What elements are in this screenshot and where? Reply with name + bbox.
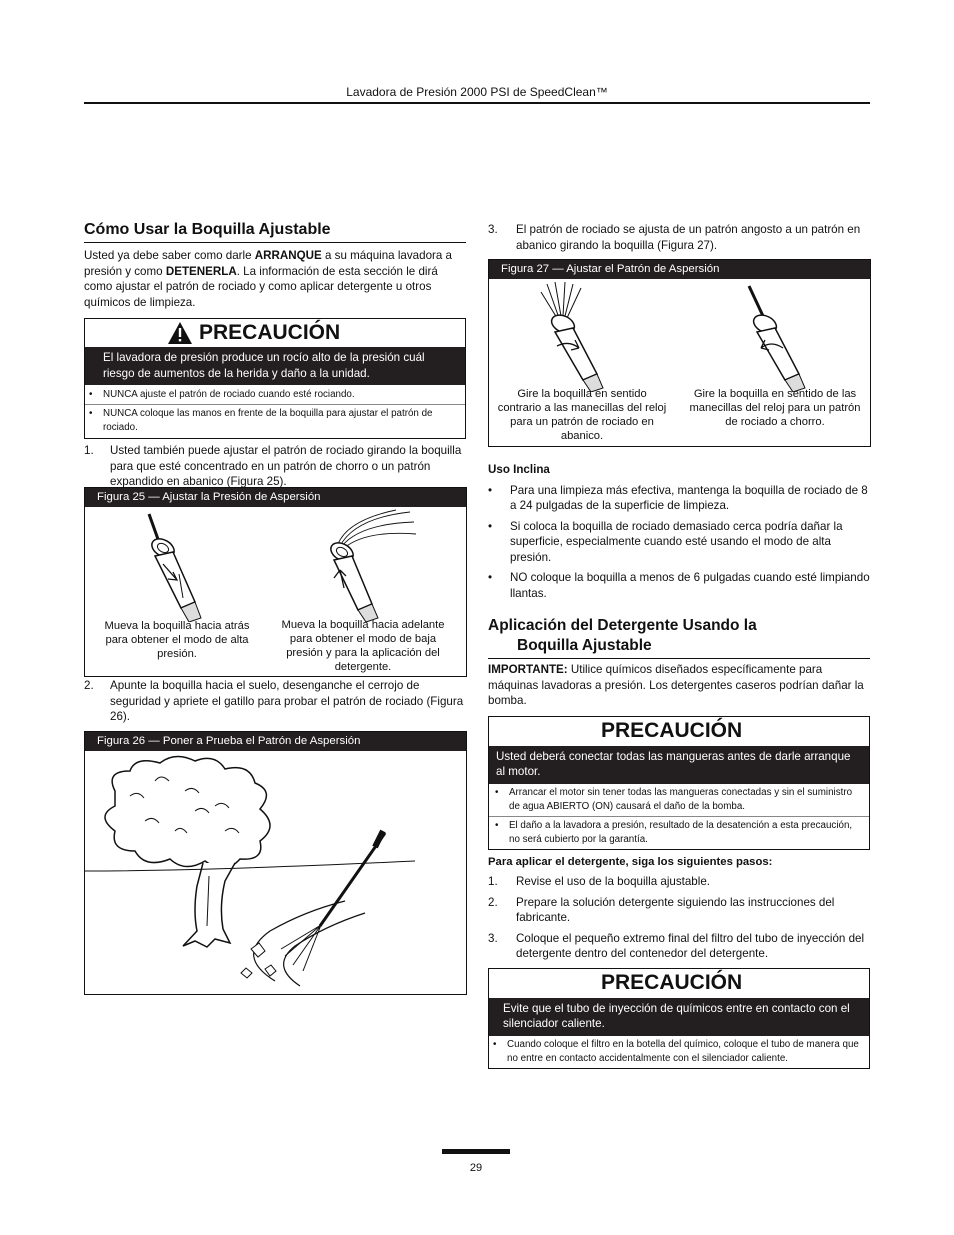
step-2-wrap	[84, 678, 466, 725]
list-item: • NUNCA ajuste el patrón de rociado cuando esté rociando.	[89, 389, 355, 400]
page-number: 29	[469, 1162, 483, 1174]
intro-paragraph: Usted ya debe saber como darle ARRANQUE a su máquina lavadora a presión y como DETENERLA. La información de esta sección le dirá como ajustar el patrón de rociado y como aplicar detergente u otros químicos de limpieza.	[84, 249, 452, 309]
left-column	[84, 221, 466, 490]
tree-spray-test-illustration	[85, 751, 466, 993]
caution-title: PRECAUCIÓN	[601, 719, 743, 743]
step-3-wrap	[488, 222, 870, 253]
caution-lead: El lavadora de presión produce un rocío alto de la presión cuál riesgo de aumentos de la herida y daño a la unidad.	[85, 347, 465, 385]
section-heading-adjustable-nozzle: Cómo Usar la Boquilla Ajustable	[84, 221, 466, 243]
footer-bar	[442, 1149, 510, 1154]
section-heading-detergent: Aplicación del Detergente Usando la Boquilla Ajustable	[488, 616, 870, 659]
figure-caption: Figura 25 — Ajustar la Presión de Aspersión	[85, 488, 466, 507]
caution-list	[85, 385, 465, 438]
running-header: Lavadora de Presión 2000 PSI de SpeedClean™	[346, 85, 608, 99]
caution-lead: Usted deberá conectar todas las mangueras antes de darle arranque al motor.	[489, 746, 869, 784]
list-item: • NUNCA coloque las manos en frente de la boquilla para ajustar el patrón de rociado.	[85, 404, 465, 437]
caution-title: PRECAUCIÓN	[601, 971, 743, 995]
list-item: • El daño a la lavadora a presión, resultado de la desatención a esta precaución, no será cubierto por la garantía.	[489, 816, 869, 849]
warning-icon	[167, 321, 193, 345]
step-2: 2. Apunte la boquilla hacia el suelo, desenganche el cerrojo de seguridad y apriete el gatillo para probar el patrón de rociado (Figura 26).	[84, 679, 464, 723]
figure-27-left-caption: Gire la boquilla en sentido contrario a las manecillas del reloj para un patrón de rociado en abanico.	[497, 388, 667, 442]
list-item: • Cuando coloque el filtro en la botella del químico, coloque el tubo de manera que no entre en contacto accidentalmente con el silenciador caliente.	[493, 1038, 859, 1064]
list-item: • Si coloca la boquilla de rociado demasiado cerca podría dañar la superficie, especialmente cuando esté usando el modo de alta presión.	[488, 519, 843, 564]
caution-lead: Evite que el tubo de inyección de químicos entre en contacto con el silenciador caliente.	[489, 998, 869, 1036]
figure-26	[84, 731, 467, 995]
nozzle-pull-back-illustration	[143, 512, 223, 622]
nozzle-push-forward-illustration	[310, 508, 420, 623]
detergent-step-3: 3. Coloque el pequeño extremo final del filtro del tubo de inyección del detergente dentro del contenedor del detergente.	[488, 931, 865, 960]
list-item: • Para una limpieza más efectiva, mantenga la boquilla de rociado de 8 a 24 pulgadas de la superficie de limpieza.	[488, 483, 868, 512]
caution-list	[489, 1036, 869, 1068]
step-3: 3. El patrón de rociado se ajusta de un patrón angosto a un patrón en abanico girando la boquilla (Figura 27).	[488, 223, 861, 252]
figure-25-right-caption: Mueva la boquilla hacia adelante para obtener el modo de baja presión y para la aplicación del detergente.	[281, 619, 445, 673]
caution-list	[489, 784, 869, 849]
figure-27-right-caption: Gire la boquilla en sentido de las manecillas del reloj para un patrón de rociado a chorro.	[689, 388, 861, 428]
figure-27	[488, 259, 871, 447]
figure-25	[84, 487, 467, 677]
figure-caption: Figura 26 — Poner a Prueba el Patrón de Aspersión	[85, 732, 466, 751]
header-rule	[84, 102, 870, 104]
nozzle-fan-pattern-illustration	[539, 282, 629, 392]
uso-heading: Uso Inclina	[488, 463, 550, 476]
detergent-step-1: 1. Revise el uso de la boquilla ajustable.	[488, 875, 710, 888]
step-1: 1. Usted también puede ajustar el patrón de rociado girando la boquilla para que esté concentrado en un patrón de chorro o un patrón expandido en abanico (Figura 25).	[84, 444, 462, 488]
figure-caption: Figura 27 — Ajustar el Patrón de Aspersión	[489, 260, 870, 279]
caution-box	[488, 968, 870, 1069]
caution-box	[84, 318, 466, 439]
list-item: • NO coloque la boquilla a menos de 6 pulgadas cuando esté limpiando llantas.	[488, 571, 870, 600]
important-note: IMPORTANTE: Utilice químicos diseñados específicamente para máquinas lavadoras a presión. Los detergentes caseros podrían dañar la bomba.	[488, 663, 864, 707]
steps-heading: Para aplicar el detergente, siga los siguientes pasos:	[488, 855, 773, 868]
detergent-step-2: 2. Prepare la solución detergente siguiendo las instrucciones del fabricante.	[488, 895, 835, 924]
caution-title: PRECAUCIÓN	[85, 319, 465, 347]
caution-box	[488, 716, 870, 850]
figure-25-left-caption: Mueva la boquilla hacia atrás para obtener el modo de alta presión.	[104, 620, 250, 660]
nozzle-stream-pattern-illustration	[737, 282, 827, 392]
list-item: • Arrancar el motor sin tener todas las mangueras conectadas y sin el suministro de agua ABIERTO (ON) causará el daño de la bomba.	[495, 786, 853, 812]
right-column	[488, 462, 870, 1069]
